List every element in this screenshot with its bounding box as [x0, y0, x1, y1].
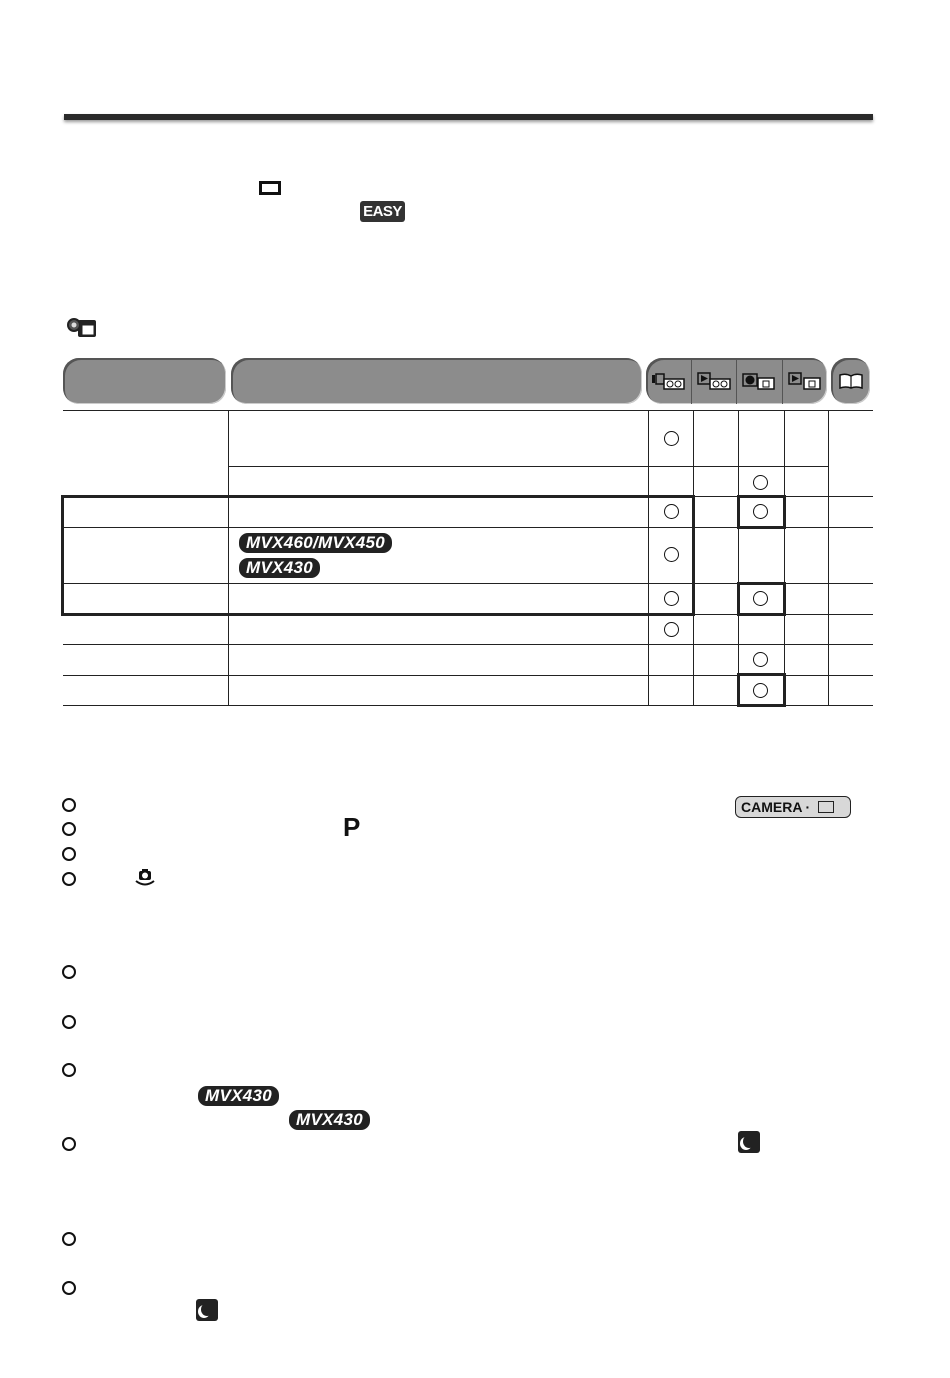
model-badge: MVX460/MVX450: [239, 533, 392, 553]
table-top-line: [63, 410, 873, 411]
table-header-reference: [831, 358, 870, 404]
table-header-description: [231, 358, 642, 404]
highlight-box: [61, 495, 695, 616]
note-bullet: [62, 847, 76, 861]
table-col-line: [738, 410, 739, 705]
program-mode-glyph: P: [343, 812, 361, 842]
availability-mark: [753, 504, 768, 519]
camera-card-icon: [66, 316, 98, 340]
table-col-line: [784, 410, 785, 705]
note-bullet: [62, 1281, 76, 1295]
card-record-icon: [737, 358, 783, 404]
note-bullet: [62, 1232, 76, 1246]
model-badge: MVX430: [289, 1110, 370, 1130]
card-rectangle-icon: [818, 801, 834, 813]
card-rectangle-icon: [259, 181, 281, 195]
tape-play-icon: [692, 358, 738, 404]
availability-mark: [753, 475, 768, 490]
note-bullet: [62, 1063, 76, 1077]
availability-mark: [664, 591, 679, 606]
availability-mark: [664, 622, 679, 637]
note-bullet: [62, 1137, 76, 1151]
night-mode-icon: [196, 1299, 218, 1321]
table-row-line: [63, 644, 873, 645]
note-bullet: [62, 798, 76, 812]
note-bullet: [62, 965, 76, 979]
camera-mode-badge: CAMERA ·: [735, 796, 851, 818]
availability-mark: [753, 591, 768, 606]
note-bullet: [62, 1015, 76, 1029]
note-bullet: [62, 822, 76, 836]
availability-mark: [664, 504, 679, 519]
availability-mark: [753, 683, 768, 698]
availability-mark: [753, 652, 768, 667]
night-mode-icon: [738, 1131, 760, 1153]
easy-badge: EASY: [360, 201, 405, 222]
table-header-setting: [63, 358, 226, 404]
tape-record-icon: [646, 358, 692, 404]
note-bullet: [62, 872, 76, 886]
model-badge: MVX430: [239, 558, 320, 578]
top-rule: [64, 114, 873, 120]
image-stabilizer-icon: [133, 868, 157, 886]
book-icon: [838, 372, 864, 390]
availability-mark: [664, 547, 679, 562]
table-col-line: [828, 410, 829, 705]
availability-mark: [664, 431, 679, 446]
camera-badge-label: CAMERA: [741, 799, 803, 815]
table-header-modes: [646, 358, 827, 404]
table-row-line: [229, 466, 829, 467]
card-play-icon: [783, 358, 828, 404]
model-badge: MVX430: [198, 1086, 279, 1106]
